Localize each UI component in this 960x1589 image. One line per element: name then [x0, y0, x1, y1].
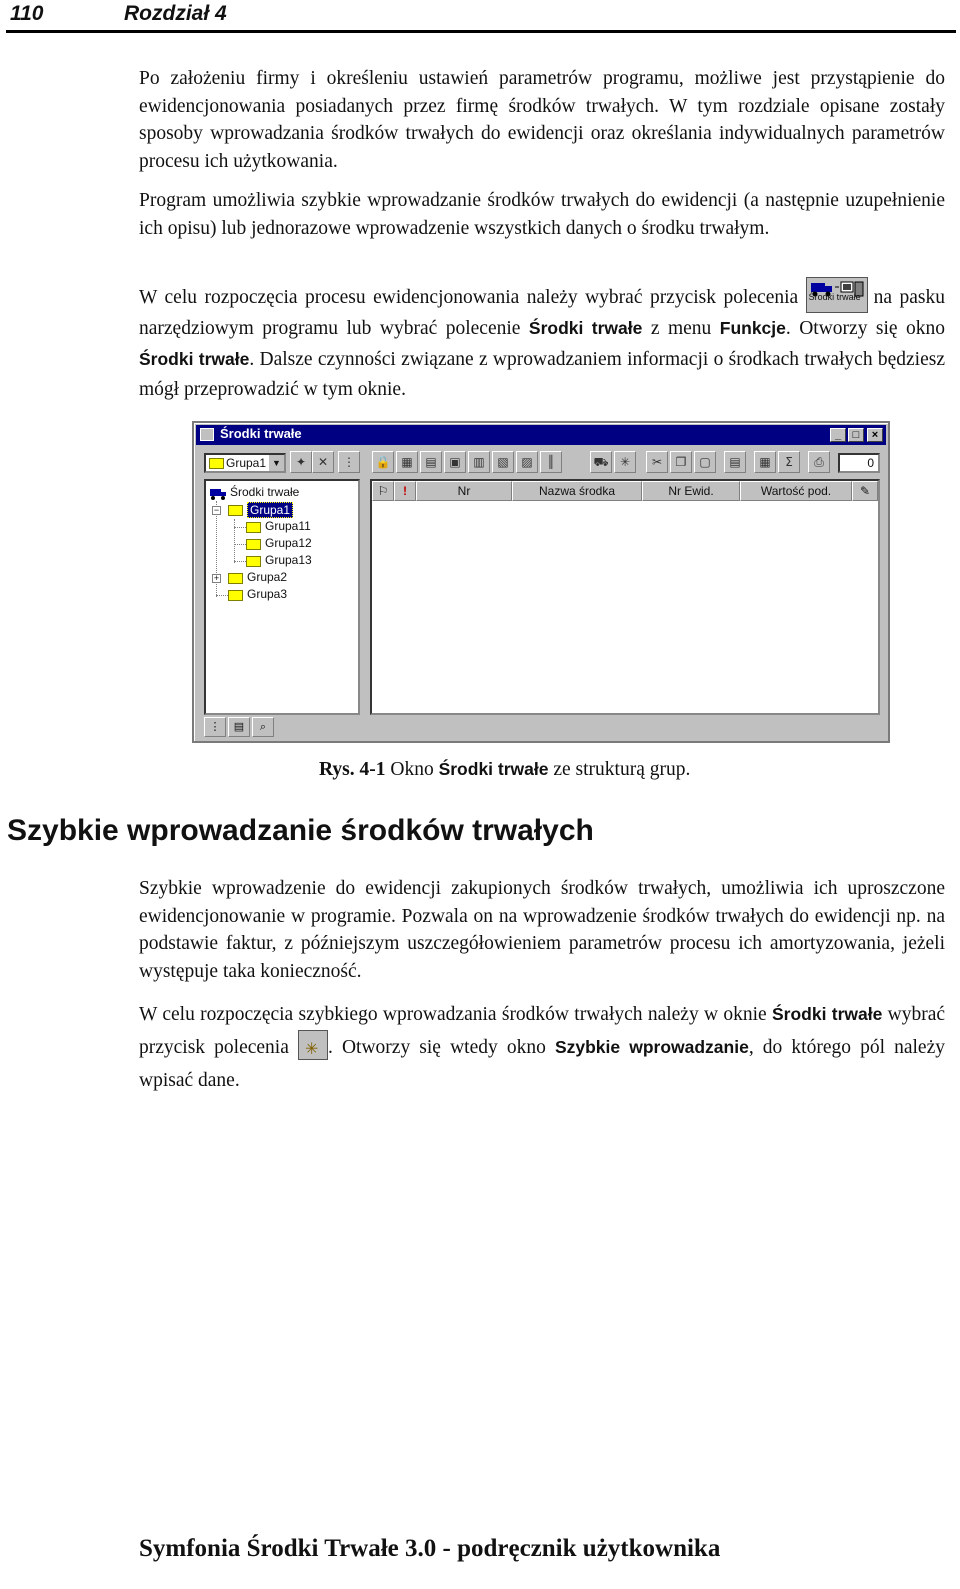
delete-folder-button[interactable] — [312, 451, 334, 473]
paragraph-program: Program umożliwia szybkie wprowadzanie środków trwałych do ewidencji (a następnie uzupełnienie ich opisu) lub jednorazowe wprowadzenie wszystkich danych o środku trwałym. — [139, 190, 945, 239]
document-icon: ▤ — [233, 721, 245, 733]
tree-icon: ⋮ — [209, 721, 221, 733]
section-title: Szybkie wprowadzanie środków trwałych — [7, 814, 594, 847]
tab-document-view[interactable] — [228, 717, 250, 737]
cut-button[interactable] — [646, 451, 668, 473]
grid-button-5[interactable] — [492, 451, 514, 473]
chapter-title: Rozdział 4 — [124, 2, 227, 25]
paragraph-quick-entry: Szybkie wprowadzenie do ewidencji zakupionych środków trwałych, umożliwia ich uproszczone ewidencjonowanie w programie. Pozwala on na wprowadzenie środków trwałych do ewidencji np. na podstawie faktur, z późniejszym uszczegółowieniem parametrów procesu ich amortyzowania, jeżeli występuje taka konieczność. — [139, 878, 945, 982]
window-title: Środki trwałe — [220, 426, 302, 441]
calc-icon: ▣ — [449, 455, 461, 469]
minimize-button[interactable]: _ — [830, 428, 846, 442]
paragraph-intro: Po założeniu firmy i określeniu ustawień parametrów programu, możliwe jest przystąpienie do ewidencjonowania posiadanych przez firmę środków trwałych. W tym rozdziale opisane zostały sposoby wprowadzania środków trwałych do ewidencji oraz określania indywidualnych parametrów procesu ich użytkowania. — [139, 68, 945, 172]
sparkle-icon: ✳ — [304, 1040, 319, 1058]
folder-icon — [228, 590, 243, 601]
add-asset-button[interactable] — [590, 451, 612, 473]
column-settings-button[interactable] — [852, 481, 878, 501]
columns-icon: ▨ — [521, 455, 533, 469]
page-header — [6, 0, 956, 33]
grid-button-3[interactable] — [444, 451, 466, 473]
column-header-alert[interactable] — [394, 481, 416, 501]
column-header-wartosc[interactable]: Wartość pod. — [740, 481, 852, 501]
delete-icon: ✕ — [317, 455, 329, 469]
tree-icon: ⋮ — [343, 455, 355, 469]
window-app-icon — [200, 428, 214, 441]
record-counter: 0 — [838, 453, 880, 473]
report-icon: ▦ — [759, 455, 771, 469]
folder-icon — [228, 573, 243, 584]
quick-entry-button[interactable] — [614, 451, 636, 473]
new-folder-icon: ✦ — [295, 455, 307, 469]
folder-icon — [209, 458, 224, 469]
printer-icon: ⎙ — [814, 455, 824, 469]
lock-icon: 🔒 — [375, 455, 391, 469]
group-combo-value: Grupa1 — [226, 456, 267, 470]
tab-tree-view[interactable] — [204, 717, 226, 737]
paragraph-quick-entry-start: W celu rozpoczęcia szybkiego wprowadzania środków trwałych należy w oknie Środki trwałe wybrać przycisk polecenia ✳ . Otworzy się wtedy okno Szybkie wprowadzanie, do którego pól należy wpisać dane. — [139, 1004, 946, 1091]
quick-entry-inline-button[interactable] — [298, 1030, 328, 1060]
folder-icon — [246, 539, 261, 550]
column-header-nr[interactable]: Nr — [416, 481, 512, 501]
lock-button[interactable] — [372, 451, 394, 473]
truck-icon — [210, 487, 228, 501]
print-button[interactable] — [808, 451, 830, 473]
collapse-icon[interactable]: − — [213, 505, 220, 515]
paste-icon: ▢ — [699, 455, 711, 469]
asset-list[interactable] — [370, 479, 880, 715]
form-icon: ▥ — [473, 455, 485, 469]
scissors-icon: ✂ — [651, 455, 663, 469]
sum-button[interactable] — [778, 451, 800, 473]
copy-icon: ❐ — [675, 455, 687, 469]
sigma-icon: Σ — [785, 455, 793, 469]
edit-icon: ✎ — [859, 484, 871, 498]
search-icon: ⌕ — [259, 721, 267, 733]
paragraph-start: W celu rozpoczęcia procesu ewidencjonowania należy wybrać przycisk polecenia Środki trwałe na pasku narzędziowym programu lub wybrać polecenie Środki trwałe z menu Funkcje. Otworzy się okno Środki trwałe. Dalsze czynności związane z wprowadzaniem informacji o środkach trwałych będziesz mógł przeprowadzić w tym oknie. — [139, 283, 945, 405]
folder-icon — [246, 556, 261, 567]
copy-button[interactable] — [670, 451, 692, 473]
barcode-icon: ║ — [547, 455, 555, 469]
expand-icon[interactable]: + — [213, 573, 220, 583]
group-tree[interactable]: Środki trwałe − Grupa1 Grupa11 Grupa12 Grupa13 + Grupa2 Grupa3 — [204, 479, 360, 715]
report-button[interactable] — [754, 451, 776, 473]
folder-open-icon — [228, 505, 243, 516]
grid-button-1[interactable] — [396, 451, 418, 473]
paste-button[interactable] — [694, 451, 716, 473]
folder-icon — [246, 522, 261, 533]
exclamation-icon: ! — [403, 484, 407, 498]
column-header-nr-ewid[interactable]: Nr Ewid. — [642, 481, 740, 501]
truck-icon: ⛟ — [593, 455, 609, 469]
srodki-trwale-window — [192, 421, 890, 743]
grid-icon: ▦ — [401, 455, 413, 469]
column-header-nazwa[interactable]: Nazwa środka — [512, 481, 642, 501]
new-folder-button[interactable] — [290, 451, 312, 473]
page-number: 110 — [10, 2, 44, 25]
toolbar-button-label: Środki trwałe — [808, 291, 861, 302]
grid-button-2[interactable] — [420, 451, 442, 473]
grid-button-6[interactable] — [516, 451, 538, 473]
grid-button-7[interactable] — [540, 451, 562, 473]
page-footer: Symfonia Środki Trwałe 3.0 - podręcznik użytkownika — [139, 1535, 721, 1562]
tab-search-view[interactable] — [252, 717, 274, 737]
tree-view-button[interactable] — [338, 451, 360, 473]
maximize-button[interactable]: □ — [848, 428, 864, 442]
properties-icon: ▤ — [729, 455, 741, 469]
table-icon: ▤ — [425, 455, 437, 469]
grid-button-4[interactable] — [468, 451, 490, 473]
column-header-flag[interactable] — [372, 481, 394, 501]
close-button[interactable]: × — [867, 428, 883, 442]
sparkle-icon: ✳ — [619, 455, 631, 469]
flag-icon: ⚐ — [377, 484, 389, 498]
window-titlebar — [196, 425, 886, 445]
srodki-trwale-toolbar-button[interactable] — [806, 277, 868, 313]
figure-caption: Rys. 4-1 Okno Środki trwałe ze strukturą grup. — [319, 759, 691, 780]
group-combo[interactable] — [204, 453, 286, 473]
chevron-down-icon[interactable]: ▼ — [269, 455, 284, 471]
properties-button[interactable] — [724, 451, 746, 473]
cut-grid-icon: ▧ — [497, 455, 509, 469]
